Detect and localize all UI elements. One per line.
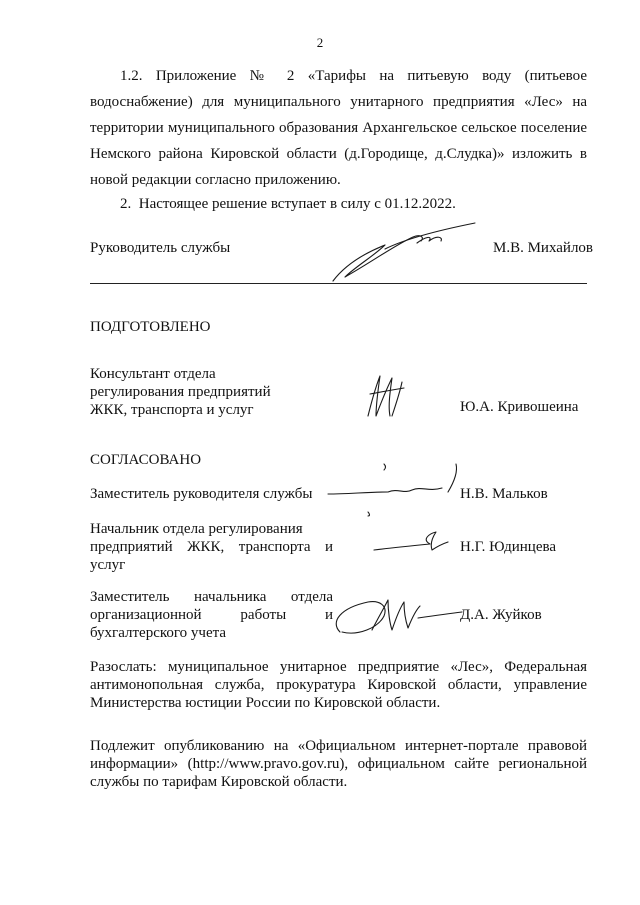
- word: для: [202, 94, 225, 110]
- word: информации»: [90, 756, 179, 772]
- word: управление: [513, 677, 587, 693]
- word: унитарного: [350, 94, 424, 110]
- word: Приложение: [155, 68, 237, 84]
- word: «Тарифы: [307, 68, 366, 84]
- word: правовой: [527, 738, 587, 754]
- word: района: [158, 146, 203, 162]
- deputy-dept-head-signature: [328, 592, 478, 642]
- word: прокуратура: [276, 677, 356, 693]
- dept-head-line-2: [90, 539, 333, 556]
- word: на: [379, 68, 395, 84]
- item-1-2-line-4: [90, 146, 587, 163]
- deputy-dept-head-name: Д.А. Жуйков: [460, 607, 542, 623]
- prepared-position-line-3: ЖКК, транспорта и услуг: [90, 402, 254, 418]
- head-signature: [325, 215, 485, 285]
- word: на: [572, 94, 588, 110]
- word: воду: [482, 68, 512, 84]
- deputy-head-name: Н.В. Мальков: [460, 486, 548, 502]
- prepared-position-line-1: Консультант отдела: [90, 366, 216, 382]
- dept-head-name: Н.Г. Юдинцева: [460, 539, 557, 555]
- page-number: 2: [316, 35, 324, 50]
- word: ЖКК,: [187, 539, 225, 555]
- word: Архангельское: [362, 120, 458, 136]
- word: водоснабжение): [90, 94, 193, 110]
- word: изложить: [512, 146, 573, 162]
- distribution-line-1: [90, 659, 587, 676]
- prepared-position-line-2: регулирования предприятий: [90, 384, 271, 400]
- word: Кировской: [210, 146, 280, 162]
- word: области,: [447, 677, 502, 693]
- publication-line-3: службы по тарифам Кировской области.: [90, 774, 348, 790]
- agreed-heading: СОГЛАСОВАНО: [90, 452, 202, 468]
- word: Немского: [90, 146, 151, 162]
- word: муниципального: [233, 94, 341, 110]
- word: предприятие: [357, 659, 440, 675]
- word: организационной: [90, 607, 202, 623]
- deputy-head-title: Заместитель руководителя службы: [90, 486, 313, 502]
- word: опубликованию: [163, 738, 265, 754]
- word: Кировской: [367, 677, 437, 693]
- publication-line-1: [90, 738, 587, 755]
- word: «Официальном: [297, 738, 396, 754]
- word: муниципального: [167, 120, 275, 136]
- word: работы: [240, 607, 287, 623]
- word: и: [324, 607, 334, 623]
- word: предприятия: [433, 94, 515, 110]
- divider-line: [90, 283, 587, 284]
- item-1-2-line-3: [90, 120, 587, 137]
- word: официальном: [357, 756, 445, 772]
- word: сельское: [461, 120, 517, 136]
- word: 1.2.: [120, 68, 143, 84]
- word: д.Слудка)»: [435, 146, 505, 162]
- word: поселение: [520, 120, 588, 136]
- word: предприятий: [90, 539, 173, 555]
- head-title: Руководитель службы: [90, 240, 231, 256]
- word: транспорта: [238, 539, 311, 555]
- publication-line-2: [90, 756, 587, 773]
- word: антимонопольная: [90, 677, 204, 693]
- dept-head-line-3: услуг: [90, 557, 126, 573]
- deputy-head-signature: [318, 458, 468, 518]
- word: (питьевое: [524, 68, 588, 84]
- word: региональной: [498, 756, 588, 772]
- word: Подлежит: [90, 738, 155, 754]
- word: и: [324, 539, 333, 555]
- word: интернет-портале: [404, 738, 519, 754]
- dept-head-line-1: Начальник отдела регулирования: [90, 521, 303, 537]
- item-1-2-line-1: [120, 68, 587, 85]
- word: образования: [279, 120, 359, 136]
- word: Разослать:: [90, 659, 157, 675]
- deputy-dept-head-line-3: бухгалтерского учета: [90, 625, 227, 641]
- word: сайте: [454, 756, 490, 772]
- word: служба,: [214, 677, 265, 693]
- word: отдела: [290, 589, 334, 605]
- word: 2: [286, 68, 295, 84]
- word: на: [273, 738, 289, 754]
- word: Заместитель: [90, 589, 170, 605]
- prepared-signature: [362, 370, 412, 422]
- word: «Лес»: [524, 94, 563, 110]
- word: области: [286, 146, 337, 162]
- item-1-2-line-5: новой редакции согласно приложению.: [90, 172, 341, 188]
- word: «Лес»,: [450, 659, 493, 675]
- item-1-2-line-2: [90, 94, 587, 111]
- prepared-heading: ПОДГОТОВЛЕНО: [90, 319, 211, 335]
- distribution-line-2: [90, 677, 587, 694]
- head-name: М.В. Михайлов: [493, 240, 594, 256]
- word: №: [249, 68, 274, 84]
- deputy-dept-head-line-1: [90, 589, 333, 606]
- word: (http://www.pravo.gov.ru),: [187, 756, 349, 772]
- word: (д.Городище,: [344, 146, 428, 162]
- distribution-line-3: Министерства юстиции России по Кировской области.: [90, 695, 441, 711]
- word: Федеральная: [504, 659, 588, 675]
- deputy-dept-head-line-2: [90, 607, 333, 624]
- word: унитарное: [279, 659, 347, 675]
- word: питьевую: [407, 68, 469, 84]
- item-2: 2. Настоящее решение вступает в силу с 01.12.2022.: [120, 196, 456, 212]
- word: начальника: [193, 589, 267, 605]
- word: в: [579, 146, 587, 162]
- dept-head-signature: [370, 528, 450, 558]
- word: муниципальное: [167, 659, 269, 675]
- prepared-name: Ю.А. Кривошеина: [460, 399, 579, 415]
- word: территории: [90, 120, 164, 136]
